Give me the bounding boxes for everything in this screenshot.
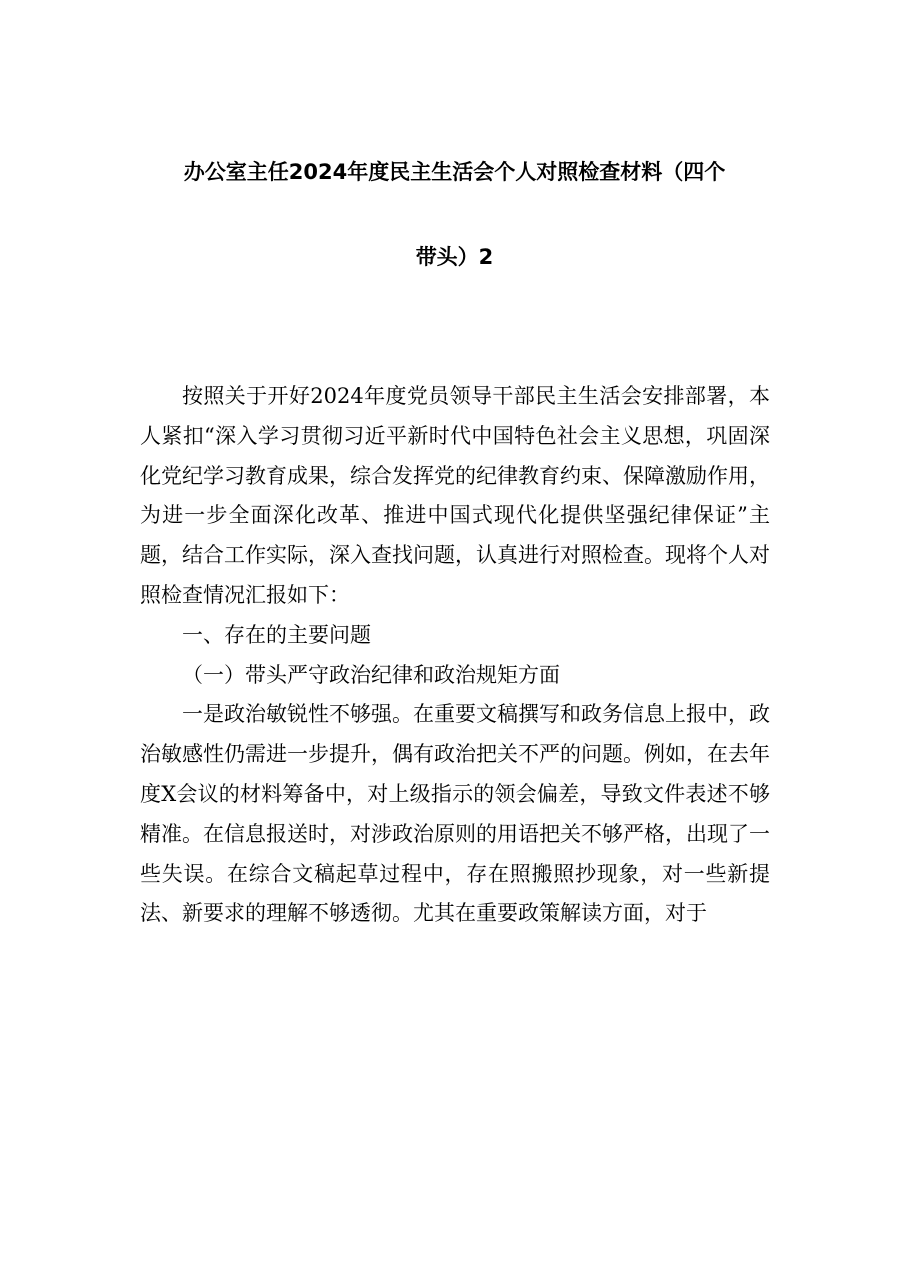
document-title-line-1: 办公室主任2024年度民主生活会个人对照检查材料（四个 bbox=[183, 160, 726, 184]
paragraph-intro: 按照关于开好2024年度党员领导干部民主生活会安排部署，本人紧扣“深入学习贯彻习近平新时代中国特色社会主义思想，巩固深化党纪学习教育成果，综合发挥党的纪律教育约束、保障激励作用，为进一步全面深化改革、推进中国式现代化提供坚强纪律保证”主题，结合工作实际，深入查找问题，认真进行对照检查。现将个人对照检查情况汇报如下： bbox=[140, 384, 770, 607]
heading-main-problems: 一、存在的主要问题 bbox=[182, 622, 371, 647]
heading-section-1: （一）带头严守政治纪律和政治规矩方面 bbox=[182, 662, 560, 687]
document-body bbox=[140, 377, 770, 934]
paragraph-point-1: 一是政治敏锐性不够强。在重要文稿撰写和政务信息上报中，政治敏感性仍需进一步提升，偶有政治把关不严的问题。例如，在去年度X会议的材料筹备中，对上级指示的领会偏差，导致文件表述不够精准。在信息报送时，对涉政治原则的用语把关不够严格，出现了一些失误。在综合文稿起草过程中，存在照搬照抄现象，对一些新提法、新要求的理解不够透彻。尤其在重要政策解读方面，对于 bbox=[140, 702, 770, 926]
document-title-line-2: 带头）2 bbox=[415, 245, 494, 269]
